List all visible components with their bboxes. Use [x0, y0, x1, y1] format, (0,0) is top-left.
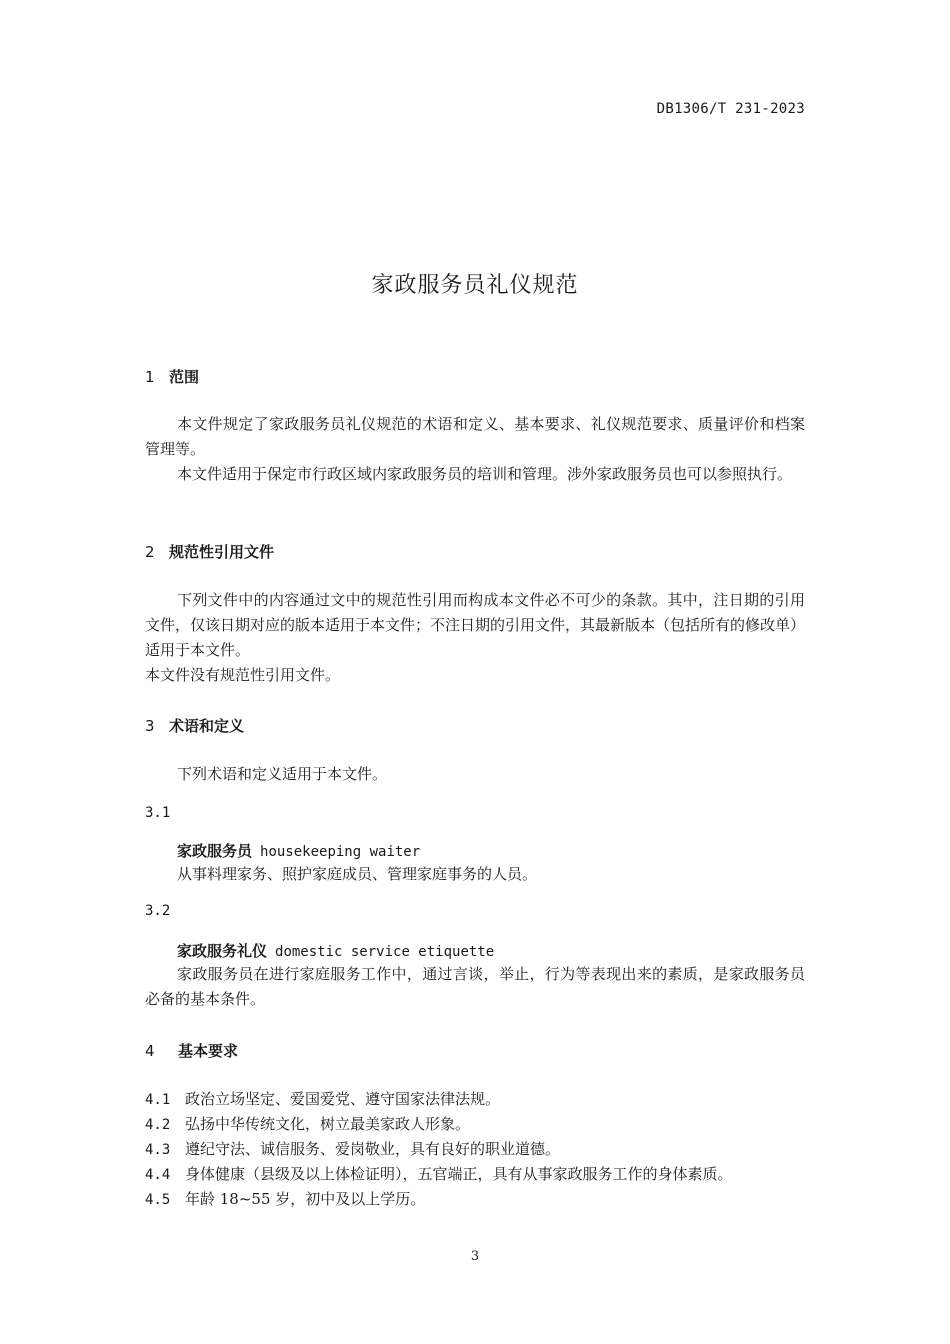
- item-number: 4.5: [145, 1192, 171, 1208]
- term-3-2-definition: 家政服务员在进行家庭服务工作中，通过言谈，举止，行为等表现出来的素质，是家政服务员必备的基本条件。: [145, 965, 805, 1008]
- item-number: 4.1: [145, 1092, 171, 1108]
- section-number: 3: [145, 717, 155, 735]
- section-title: 基本要求: [178, 1042, 239, 1060]
- item-number: 4.2: [145, 1117, 171, 1133]
- list-item: [145, 1187, 733, 1212]
- item-text: 政治立场坚定、爱国爱党、遵守国家法律法规。: [185, 1090, 501, 1108]
- section-number: 2: [145, 543, 155, 561]
- term-3-1: [177, 840, 420, 861]
- item-text: 身体健康（县级及以上体检证明），五官端正，具有从事家政服务工作的身体素质。: [185, 1165, 733, 1183]
- term-zh: 家政服务礼仪: [177, 942, 268, 960]
- item-text: 遵纪守法、诚信服务、爱岗敬业，具有良好的职业道德。: [185, 1140, 561, 1158]
- list-item: [145, 1087, 733, 1112]
- section-3-intro: 下列术语和定义适用于本文件。: [177, 765, 388, 783]
- section-4-heading: [145, 1040, 238, 1061]
- term-en: domestic service etiquette: [275, 944, 495, 960]
- term-zh: 家政服务员: [177, 842, 253, 860]
- section-1-heading: [145, 366, 199, 387]
- item-text: 弘扬中华传统文化，树立最美家政人形象。: [185, 1115, 471, 1133]
- section-title: 术语和定义: [169, 717, 245, 735]
- item-text: 年龄 18~55 岁，初中及以上学历。: [185, 1190, 426, 1208]
- section-1-paragraph-1: 本文件规定了家政服务员礼仪规范的术语和定义、基本要求、礼仪规范要求、质量评价和档案管理等。: [145, 415, 805, 458]
- section-1-paragraph-2: 本文件适用于保定市行政区域内家政服务员的培训和管理。涉外家政服务员也可以参照执行。: [177, 465, 793, 483]
- term-3-1-number: 3.1: [145, 805, 171, 821]
- section-title: 规范性引用文件: [169, 543, 275, 561]
- term-3-2-number: 3.2: [145, 903, 171, 919]
- section-2-paragraph-1: 下列文件中的内容通过文中的规范性引用而构成本文件必不可少的条款。其中，注日期的引用文件，仅该日期对应的版本适用于本文件；不注日期的引用文件，其最新版本（包括所有的修改单）适用于本文件。: [145, 591, 806, 659]
- section-2-heading: [145, 541, 274, 562]
- section-3-heading: [145, 715, 244, 736]
- term-en: housekeeping waiter: [260, 844, 421, 860]
- section-number: 4: [145, 1042, 155, 1060]
- item-number: 4.3: [145, 1142, 171, 1158]
- document-code: DB1306/T 231-2023: [656, 101, 805, 117]
- requirements-list: [145, 1087, 733, 1212]
- document-title: 家政服务员礼仪规范: [371, 273, 579, 298]
- list-item: [145, 1162, 733, 1187]
- list-item: [145, 1112, 733, 1137]
- list-item: [145, 1137, 733, 1162]
- section-number: 1: [145, 368, 155, 386]
- term-3-1-definition: 从事料理家务、照护家庭成员、管理家庭事务的人员。: [177, 865, 538, 883]
- item-number: 4.4: [145, 1167, 171, 1183]
- section-2-paragraph-2: 本文件没有规范性引用文件。: [145, 666, 341, 684]
- page-number: 3: [470, 1249, 480, 1264]
- term-3-2: [177, 940, 494, 961]
- section-title: 范围: [169, 368, 200, 386]
